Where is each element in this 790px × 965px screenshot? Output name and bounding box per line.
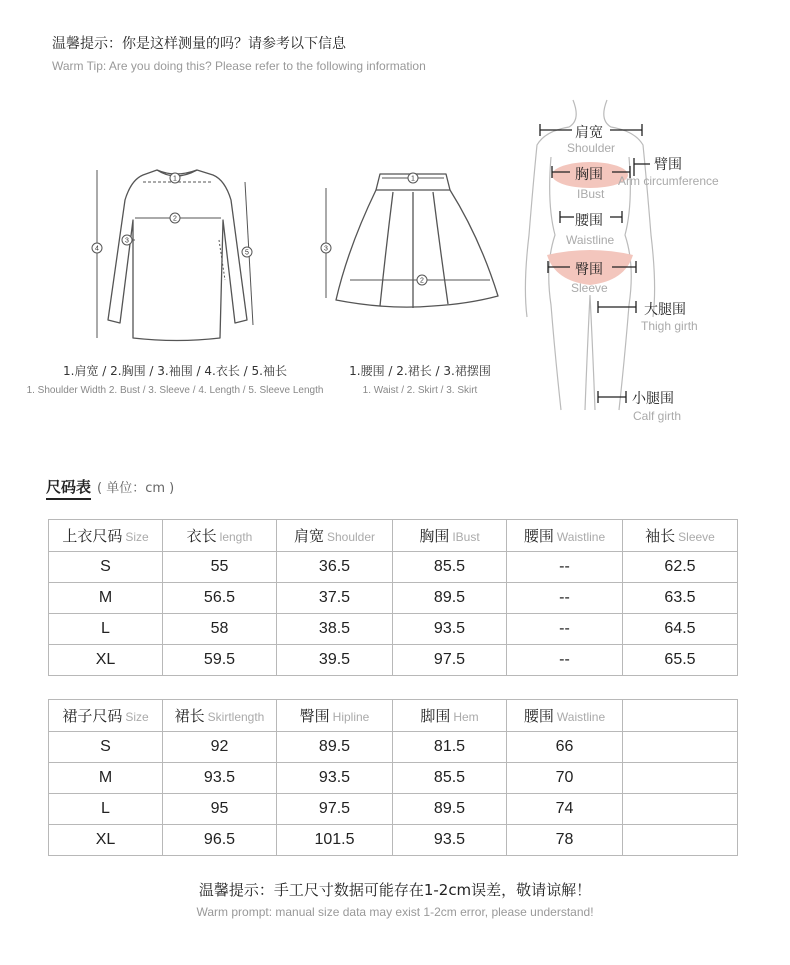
top-marker-1: 1: [173, 175, 177, 183]
table-cell: 93.5: [393, 614, 507, 645]
size-chart-title: 尺码表: [46, 476, 91, 500]
skirt-marker-1: 1: [411, 175, 415, 183]
table-cell: L: [49, 794, 163, 825]
shoulder-label-en: Shoulder: [567, 141, 616, 155]
skirt-header-hipline: 臀围 Hipline: [277, 700, 393, 732]
table-row: [49, 763, 738, 794]
waist-label-en: Waistline: [566, 233, 615, 247]
table-cell: --: [507, 645, 623, 676]
footer-note-en: Warm prompt: manual size data may exist 1-2cm error, please understand!: [196, 905, 594, 919]
top-header-bust: 胸围 IBust: [393, 520, 507, 552]
table-cell: --: [507, 552, 623, 583]
top-header-length: 衣长 length: [163, 520, 277, 552]
table-cell: M: [49, 583, 163, 614]
table-cell: 89.5: [393, 794, 507, 825]
table-cell: 62.5: [623, 552, 738, 583]
top-garment-diagram: [85, 160, 270, 350]
table-cell: L: [49, 614, 163, 645]
bust-label: 胸围: [575, 167, 603, 183]
waist-label: 腰围: [575, 213, 603, 229]
table-cell: 93.5: [277, 763, 393, 794]
top-marker-5: 5: [245, 249, 249, 257]
top-header-sleeve: 袖长 Sleeve: [623, 520, 738, 552]
table-cell: 89.5: [277, 732, 393, 763]
skirt-diagram-caption: 1.腰围 / 2.裙长 / 3.裙摆围: [349, 364, 491, 378]
table-cell: 65.5: [623, 645, 738, 676]
table-cell: 70: [507, 763, 623, 794]
table-cell: 37.5: [277, 583, 393, 614]
top-size-table: [48, 519, 738, 676]
table-row: [49, 645, 738, 676]
table-cell: 93.5: [393, 825, 507, 856]
table-cell: 39.5: [277, 645, 393, 676]
shoulder-label: 肩宽: [575, 125, 603, 141]
footer-note: 温馨提示：手工尺寸数据可能存在1-2cm误差，敬请谅解！: [198, 881, 592, 899]
top-header-shoulder: 肩宽 Shoulder: [277, 520, 393, 552]
table-cell: 85.5: [393, 763, 507, 794]
skirt-diagram: [318, 168, 508, 318]
hip-label-en: Sleeve: [571, 281, 608, 295]
skirt-size-table: [48, 699, 738, 856]
skirt-marker-3: 3: [324, 245, 328, 253]
table-cell: 96.5: [163, 825, 277, 856]
table-cell: 101.5: [277, 825, 393, 856]
table-cell: 38.5: [277, 614, 393, 645]
skirt-header-hem: 脚围 Hem: [393, 700, 507, 732]
skirt-header-size: 裙子尺码 Size: [49, 700, 163, 732]
top-marker-3: 3: [125, 237, 129, 245]
table-row: [49, 732, 738, 763]
table-cell: [623, 794, 738, 825]
table-cell: 95: [163, 794, 277, 825]
calf-label-en: Calf girth: [633, 409, 682, 423]
skirt-header-empty: [623, 700, 738, 732]
top-header-waist: 腰围 Waistline: [507, 520, 623, 552]
table-cell: 74: [507, 794, 623, 825]
top-header-size: 上衣尺码 Size: [49, 520, 163, 552]
table-cell: 97.5: [277, 794, 393, 825]
top-diagram-caption-en: 1. Shoulder Width 2. Bust / 3. Sleeve / 4. Length / 5. Sleeve Length: [26, 385, 324, 396]
top-marker-2: 2: [173, 215, 177, 223]
table-cell: XL: [49, 645, 163, 676]
table-cell: 66: [507, 732, 623, 763]
table-cell: 93.5: [163, 763, 277, 794]
table-cell: 56.5: [163, 583, 277, 614]
calf-label: 小腿围: [632, 391, 674, 407]
table-cell: 85.5: [393, 552, 507, 583]
bust-label-en: IBust: [577, 187, 605, 201]
hip-label: 臀围: [575, 262, 603, 278]
table-cell: --: [507, 583, 623, 614]
table-cell: 55: [163, 552, 277, 583]
table-cell: 81.5: [393, 732, 507, 763]
skirt-header-length: 裙长 Skirtlength: [163, 700, 277, 732]
size-chart-unit: ( 单位：cm ): [97, 481, 175, 496]
table-cell: 36.5: [277, 552, 393, 583]
table-row: [49, 614, 738, 645]
table-row: [49, 794, 738, 825]
table-cell: 92: [163, 732, 277, 763]
thigh-label-en: Thigh girth: [641, 319, 698, 333]
top-marker-4: 4: [95, 245, 99, 253]
table-cell: 89.5: [393, 583, 507, 614]
table-cell: 97.5: [393, 645, 507, 676]
table-cell: 64.5: [623, 614, 738, 645]
table-cell: --: [507, 614, 623, 645]
table-cell: 78: [507, 825, 623, 856]
table-cell: [623, 825, 738, 856]
table-row: [49, 552, 738, 583]
table-cell: XL: [49, 825, 163, 856]
table-row: [49, 583, 738, 614]
top-diagram-caption: 1.肩宽 / 2.胸围 / 3.袖围 / 4.衣长 / 5.袖长: [63, 364, 287, 378]
skirt-header-waist: 腰围 Waistline: [507, 700, 623, 732]
tip-subtitle: Warm Tip: Are you doing this? Please refer to the following information: [52, 59, 426, 73]
skirt-diagram-caption-en: 1. Waist / 2. Skirt / 3. Skirt: [362, 385, 478, 396]
table-cell: 59.5: [163, 645, 277, 676]
table-cell: [623, 732, 738, 763]
table-cell: 63.5: [623, 583, 738, 614]
table-row: [49, 825, 738, 856]
table-cell: 58: [163, 614, 277, 645]
table-cell: [623, 763, 738, 794]
table-cell: S: [49, 732, 163, 763]
tip-title: 温馨提示：你是这样测量的吗？请参考以下信息: [52, 36, 346, 52]
arm-label-en: Arm circumference: [618, 174, 719, 188]
skirt-marker-2: 2: [420, 277, 424, 285]
arm-label: 臂围: [654, 157, 682, 173]
thigh-label: 大腿围: [644, 302, 686, 318]
table-cell: M: [49, 763, 163, 794]
table-cell: S: [49, 552, 163, 583]
